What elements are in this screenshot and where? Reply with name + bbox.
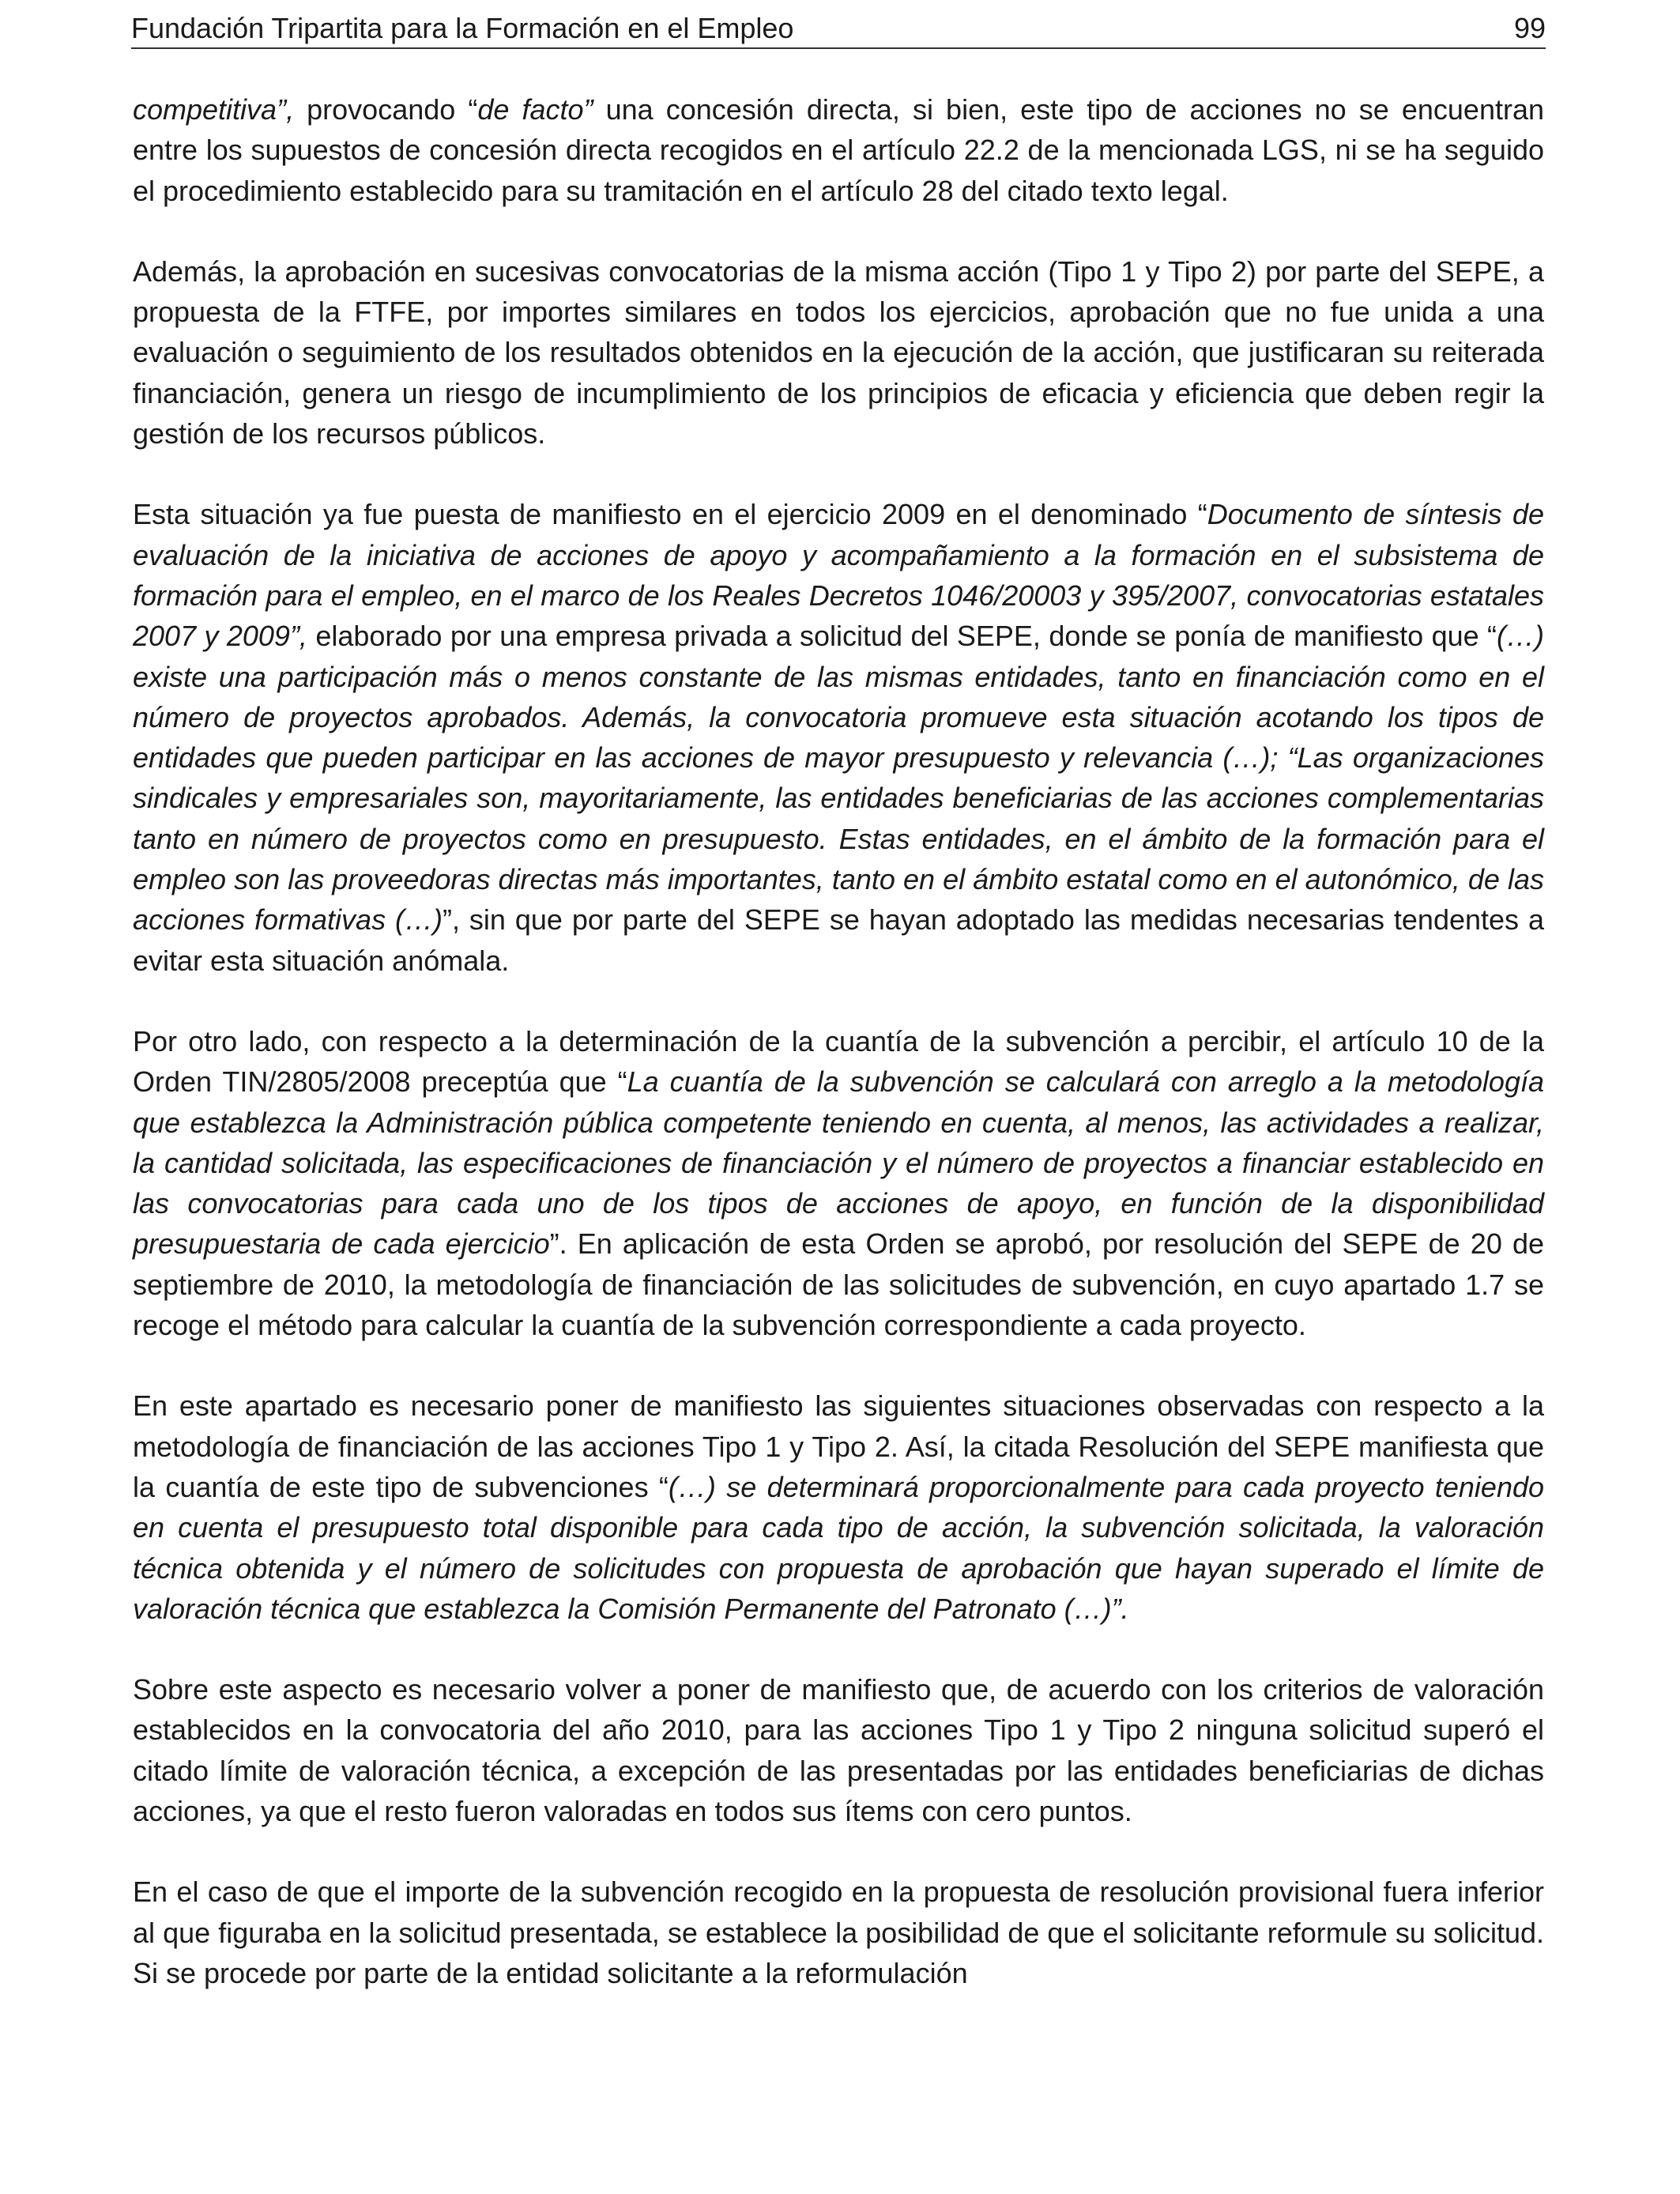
paragraph-6 <box>133 1669 1544 1831</box>
text-run: provocando “ <box>294 93 478 126</box>
text-run: Además, la aprobación en sucesivas convocatorias de la misma acción (Tipo 1 y Tipo 2) por parte del SEPE, a propuesta de la FTFE, por importes similares en todos los ejercicios, aprobación que no fue unida a una evaluación o seguimiento de los resultados obtenidos en la ejecución de la acción, que justificaran su reiterada financiación, genera un riesgo de incumplimiento de los principios de eficacia y eficiencia que deben regir la gestión de los recursos públicos. <box>133 254 1544 450</box>
paragraph-3 <box>133 494 1544 981</box>
text-run: ”. En aplicación de esta Orden se aprobó, por resolución del SEPE de 20 de septiembre de 2010, la metodología de financiación de las solicitudes de subvención, en cuyo apartado 1.7 se recoge el método para calcular la cuantía de la subvención correspondiente a cada proyecto. <box>133 1227 1544 1342</box>
paragraph-5 <box>133 1385 1544 1629</box>
header-title: Fundación Tripartita para la Formación en el Empleo <box>131 12 794 44</box>
paragraph-2 <box>133 251 1544 454</box>
text-run: (…) existe una participación más o menos constante de las mismas entidades, tanto en financiación como en el número de proyectos aprobados. Además, la convocatoria promueve esta situación acotando los tipos de entidades que pueden participar en las acciones de mayor presupuesto y relevancia (…); “Las organizaciones sindicales y empresariales son, mayoritariamente, las entidades beneficiarias de las acciones complementarias tanto en número de proyectos como en presupuesto. Estas entidades, en el ámbito de la formación para el empleo son las proveedoras directas más importantes, tanto en el ámbito estatal como en el autonómico, de las acciones formativas (…) <box>133 620 1544 937</box>
text-run: Por otro lado, con respecto a la determinación de la cuantía de la subvención a percibir, el artículo 10 de la Orden TIN/2805/2008 preceptúa que “ <box>133 1024 1544 1099</box>
page-header <box>131 9 1546 49</box>
paragraph-1 <box>133 89 1544 211</box>
document-body <box>133 89 1544 1993</box>
text-run: elaborado por una empresa privada a solicitud del SEPE, donde se ponía de manifiesto que “ <box>307 620 1497 653</box>
text-run: En el caso de que el importe de la subvención recogido en la propuesta de resolución provisional fuera inferior al que figuraba en la solicitud presentada, se establece la posibilidad de que el solicitante reformule su solicitud. Si se procede por parte de la entidad solicitante a la reformulación <box>133 1875 1544 1989</box>
text-run: Documento de síntesis de evaluación de la iniciativa de acciones de apoyo y acompañamiento a la formación en el subsistema de formación para el empleo, en el marco de los Reales Decretos 1046/20003 y 395/2007, convocatorias estatales 2007 y 2009”, <box>133 498 1544 653</box>
text-run: La cuantía de la subvención se calculará con arreglo a la metodología que establezca la Administración pública competente teniendo en cuenta, al menos, las actividades a realizar, la cantidad solicitada, las especificaciones de financiación y el número de proyectos a financiar establecido en las convocatorias para cada uno de los tipos de acciones de apoyo, en función de la disponibilidad presupuestaria de cada ejercicio <box>133 1065 1544 1261</box>
paragraph-7 <box>133 1872 1544 1993</box>
text-run: de facto” <box>477 93 593 126</box>
paragraph-4 <box>133 1021 1544 1345</box>
text-run: competitiva”, <box>133 93 295 126</box>
text-run: Esta situación ya fue puesta de manifiesto en el ejercicio 2009 en el denominado “ <box>133 498 1207 531</box>
text-run: Sobre este aspecto es necesario volver a poner de manifiesto que, de acuerdo con los criterios de valoración establecidos en la convocatoria del año 2010, para las acciones Tipo 1 y Tipo 2 ninguna solicitud superó el citado límite de valoración técnica, a excepción de las presentadas por las entidades beneficiarias de dichas acciones, ya que el resto fueron valoradas en todos sus ítems con cero puntos. <box>133 1673 1544 1827</box>
text-run: (…) se determinará proporcionalmente para cada proyecto teniendo en cuenta el presupuesto total disponible para cada tipo de acción, la subvención solicitada, la valoración técnica obtenida y el número de solicitudes con propuesta de aprobación que hayan superado el límite de valoración técnica que establezca la Comisión Permanente del Patronato (…)”. <box>133 1470 1545 1625</box>
page-number: 99 <box>1513 12 1546 44</box>
text-run: una concesión directa, si bien, este tipo de acciones no se encuentran entre los supuestos de concesión directa recogidos en el artículo 22.2 de la mencionada LGS, ni se ha seguido el procedimiento establecido para su tramitación en el artículo 28 del citado texto legal. <box>133 93 1544 207</box>
text-run: En este apartado es necesario poner de manifiesto las siguientes situaciones observadas con respecto a la metodología de financiación de las acciones Tipo 1 y Tipo 2. Así, la citada Resolución del SEPE manifiesta que la cuantía de este tipo de subvenciones “ <box>133 1389 1544 1503</box>
text-run: ”, sin que por parte del SEPE se hayan adoptado las medidas necesarias tendentes a evitar esta situación anómala. <box>133 903 1544 977</box>
